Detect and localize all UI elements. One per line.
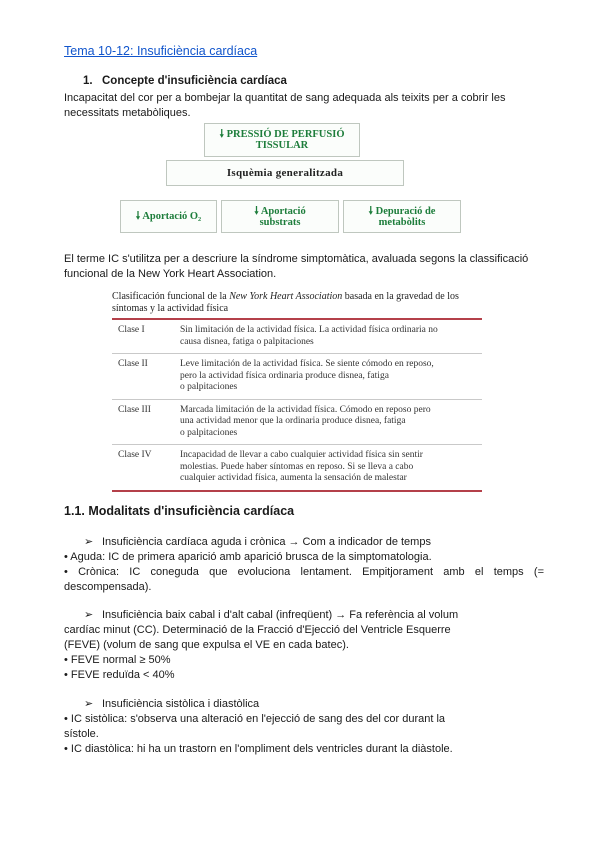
text-line: funcional de la New York Heart Association. xyxy=(64,268,277,280)
cell-line: una actividad menor que la ordinaria produce disnea, fatiga xyxy=(180,416,406,426)
arrow-bullet-icon: ➢ xyxy=(84,536,94,548)
section-1-title: Concepte d'insuficiència cardíaca xyxy=(102,75,287,87)
arrow-bullet-icon: ➢ xyxy=(84,698,94,710)
bullet-feve-normal: • FEVE normal ≥ 50% xyxy=(64,654,171,666)
text-line: Incapacitat del cor per a bombejar la quantitat de sang adequada als teixits per a cobrir les xyxy=(64,92,506,104)
cell-line: causa disnea, fatiga o palpitaciones xyxy=(180,336,314,347)
text-line: (FEVE) (volum de sang que expulsa el VE en cada batec). xyxy=(64,639,349,651)
table-cell-class: Clase I xyxy=(118,325,145,335)
bullet-cronica xyxy=(64,565,544,595)
text-line: • Crònica: IC coneguda que evoluciona lentament. Empitjorament amb el temps (= xyxy=(64,566,544,578)
section-1-text xyxy=(64,91,539,121)
bullet-ic-sistolica: • IC sistòlica: s'observa una alteració en l'ejecció de sang des del cor durant la xyxy=(64,713,446,725)
section-1-number: 1. xyxy=(83,75,93,87)
diagram-bottom-left-box xyxy=(120,200,217,233)
table-row xyxy=(112,445,482,492)
nyha-table xyxy=(112,291,482,492)
cell-line: pero la actividad física ordinaria produce disnea, fatiga xyxy=(180,370,389,381)
table-cell-class: Clase III xyxy=(118,404,151,415)
text-line: necessitats metabòliques. xyxy=(64,107,191,119)
subsection-output xyxy=(84,608,458,623)
table-row xyxy=(112,320,482,354)
diagram-top-line1: 🠗 PRESSIÓ DE PERFUSIÓ xyxy=(219,129,345,140)
caption-post: basada en la gravedad de los xyxy=(342,291,459,302)
diagram-middle-label: Isquèmia generalitzada xyxy=(226,167,344,179)
diagram-top-line2: TISSULAR xyxy=(255,140,309,151)
cell-line: Leve limitación de la actividad física. Se siente cómodo en reposo, xyxy=(180,359,434,369)
section-1-1-heading: 1.1. Modalitats d'insuficiència cardíaca xyxy=(64,504,295,518)
text-line: sístole. xyxy=(64,728,99,740)
cell-line: Marcada limitación de la actividad física. Cómodo en reposo pero xyxy=(180,404,431,415)
intro-nyha-text xyxy=(64,252,539,282)
subsection-acute-chronic xyxy=(84,535,431,550)
arrow-bullet-icon: ➢ xyxy=(84,609,94,621)
table-cell-description xyxy=(178,400,482,445)
caption-line2: síntomas y la actividad física xyxy=(112,303,229,314)
caption-italic: New York Heart Association xyxy=(229,291,343,302)
diagram-bottom-right-box xyxy=(343,200,461,233)
diagram-bottom-left-label: 🠗 Aportació O₂ xyxy=(135,211,202,222)
output-description xyxy=(64,623,544,683)
table-row xyxy=(112,354,482,400)
table-cell-description xyxy=(178,320,482,353)
table-cell-class: Clase II xyxy=(118,359,148,369)
cell-line: o palpitaciones xyxy=(180,382,238,392)
perfusion-diagram xyxy=(120,123,470,234)
bullet-feve-reduced: • FEVE reduïda < 40% xyxy=(64,669,175,681)
subsection-label: Insuficiència sistòlica i diastòlica xyxy=(102,698,260,710)
text-line: El terme IC s'utilitza per a descriure la síndrome simptomàtica, avaluada segons la classificació xyxy=(64,253,529,265)
text-line: descompensada). xyxy=(64,581,152,593)
cell-line: Sin limitación de la actividad física. La actividad física ordinaria no xyxy=(180,325,438,335)
bullet-ic-diastolica: • IC diastòlica: hi ha un trastorn en l'ompliment dels ventricles durant la diàstole. xyxy=(64,743,453,755)
diagram-bottom-mid-line2: substrats xyxy=(259,216,301,228)
subsection-label: Insuficiència baix cabal i d'alt cabal (infreqüent) → Fa referència al volum xyxy=(102,609,459,621)
diagram-bottom-mid-line1: 🠗 Aportació xyxy=(254,205,306,217)
table-caption xyxy=(112,291,482,315)
bullet-aguda: • Aguda: IC de primera aparició amb aparició brusca de la simptomatologia. xyxy=(64,551,432,563)
table-cell-description xyxy=(178,445,482,490)
section-1-heading xyxy=(83,75,287,87)
cell-line: o palpitaciones xyxy=(180,427,238,438)
cell-line: Incapacidad de llevar a cabo cualquier actividad física sin sentir xyxy=(180,450,423,460)
cell-line: cualquier actividad física, aumenta la sensación de malestar xyxy=(180,473,407,483)
diagram-bottom-right-line1: 🠗 Depuració de xyxy=(368,205,436,217)
systolic-diastolic-bullets xyxy=(64,712,544,757)
caption-pre: Clasificación funcional de la xyxy=(112,291,230,302)
diagram-middle-box xyxy=(166,160,404,186)
cell-line: molestias. Puede haber síntomas en reposo. Si se lleva a cabo xyxy=(180,461,414,472)
subsection-systolic-diastolic xyxy=(84,697,259,712)
text-line: cardíac minut (CC). Determinació de la Fracció d'Ejecció del Ventricle Esquerre xyxy=(64,624,451,636)
subsection-label: Insuficiència cardíaca aguda i crònica → Com a indicador de temps xyxy=(102,536,431,548)
diagram-bottom-right-line2: metabòlits xyxy=(378,216,426,228)
document-title[interactable]: Tema 10-12: Insuficiència cardíaca xyxy=(64,44,258,58)
diagram-top-box xyxy=(204,123,360,157)
table-row xyxy=(112,400,482,446)
table-cell-class: Clase IV xyxy=(118,450,152,460)
diagram-bottom-mid-box xyxy=(221,200,339,233)
table-cell-description xyxy=(178,354,482,399)
